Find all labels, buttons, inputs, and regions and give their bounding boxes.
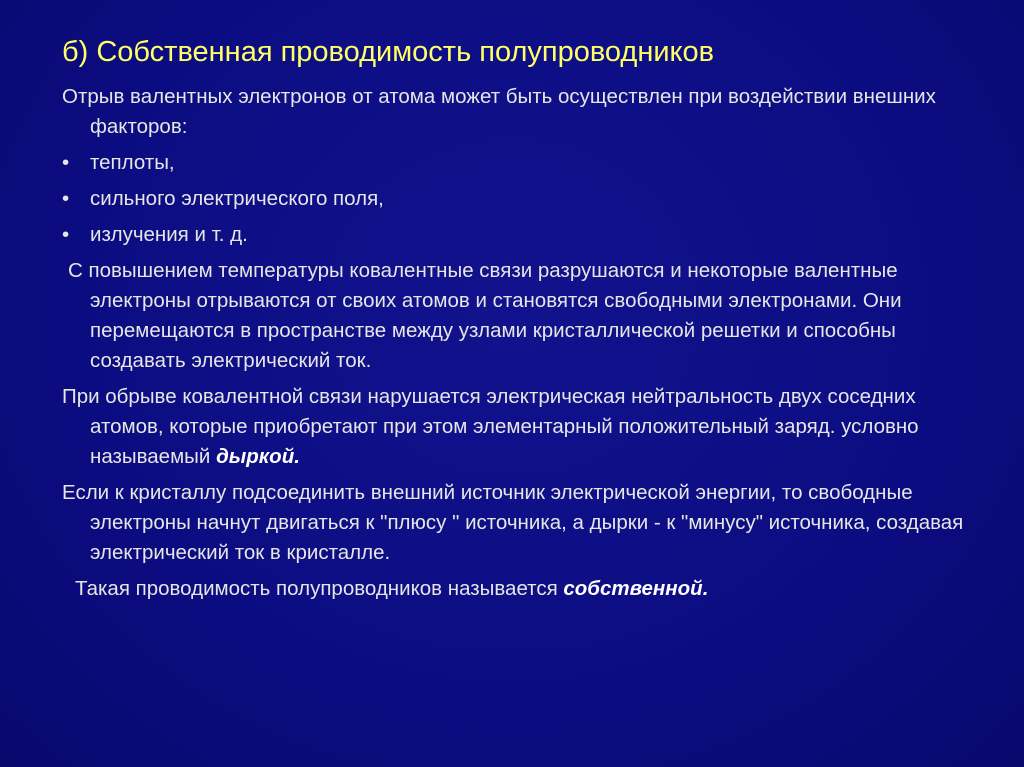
- bullet-item: [62, 148, 982, 178]
- bullet-text: излучения и т. д.: [90, 223, 248, 246]
- bullet-item: [62, 220, 982, 250]
- bullet-marker: •: [62, 187, 70, 210]
- slide-title: б) Собственная проводимость полупроводников: [62, 36, 715, 68]
- hole-paragraph: [62, 382, 982, 472]
- intrinsic-keyword: собственной.: [563, 577, 709, 600]
- current-paragraph: Если к кристаллу подсоединить внешний источник электрической энергии, то свободные электроны начнут двигаться к "плюсу " источника, а дырки - к "минусу" источника, создавая электрический ток в кристалле.: [62, 481, 964, 564]
- slide-body: [62, 82, 982, 604]
- bullet-marker: •: [62, 223, 70, 246]
- final-paragraph: [62, 574, 982, 604]
- hole-paragraph-text: При обрыве ковалентной связи нарушается электрическая нейтральность двух соседних атомов, которые приобретают при этом элементарный положительный заряд. условно называемый: [62, 385, 919, 468]
- final-paragraph-text: Такая проводимость полупроводников называется: [75, 577, 564, 600]
- bullet-text: сильного электрического поля,: [90, 187, 384, 210]
- temperature-paragraph: С повышением температуры ковалентные связи разрушаются и некоторые валентные электроны отрываются от своих атомов и становятся свободными электронами. Они перемещаются в пространстве между узлами кристаллической решетки и способны создавать электрический ток.: [68, 259, 902, 372]
- bullet-text: теплоты,: [90, 151, 175, 174]
- bullet-marker: •: [62, 151, 70, 174]
- intro-paragraph: Отрыв валентных электронов от атома может быть осуществлен при воздействии внешних факторов:: [62, 85, 936, 138]
- bullet-item: [62, 184, 982, 214]
- hole-keyword: дыркой.: [216, 445, 300, 468]
